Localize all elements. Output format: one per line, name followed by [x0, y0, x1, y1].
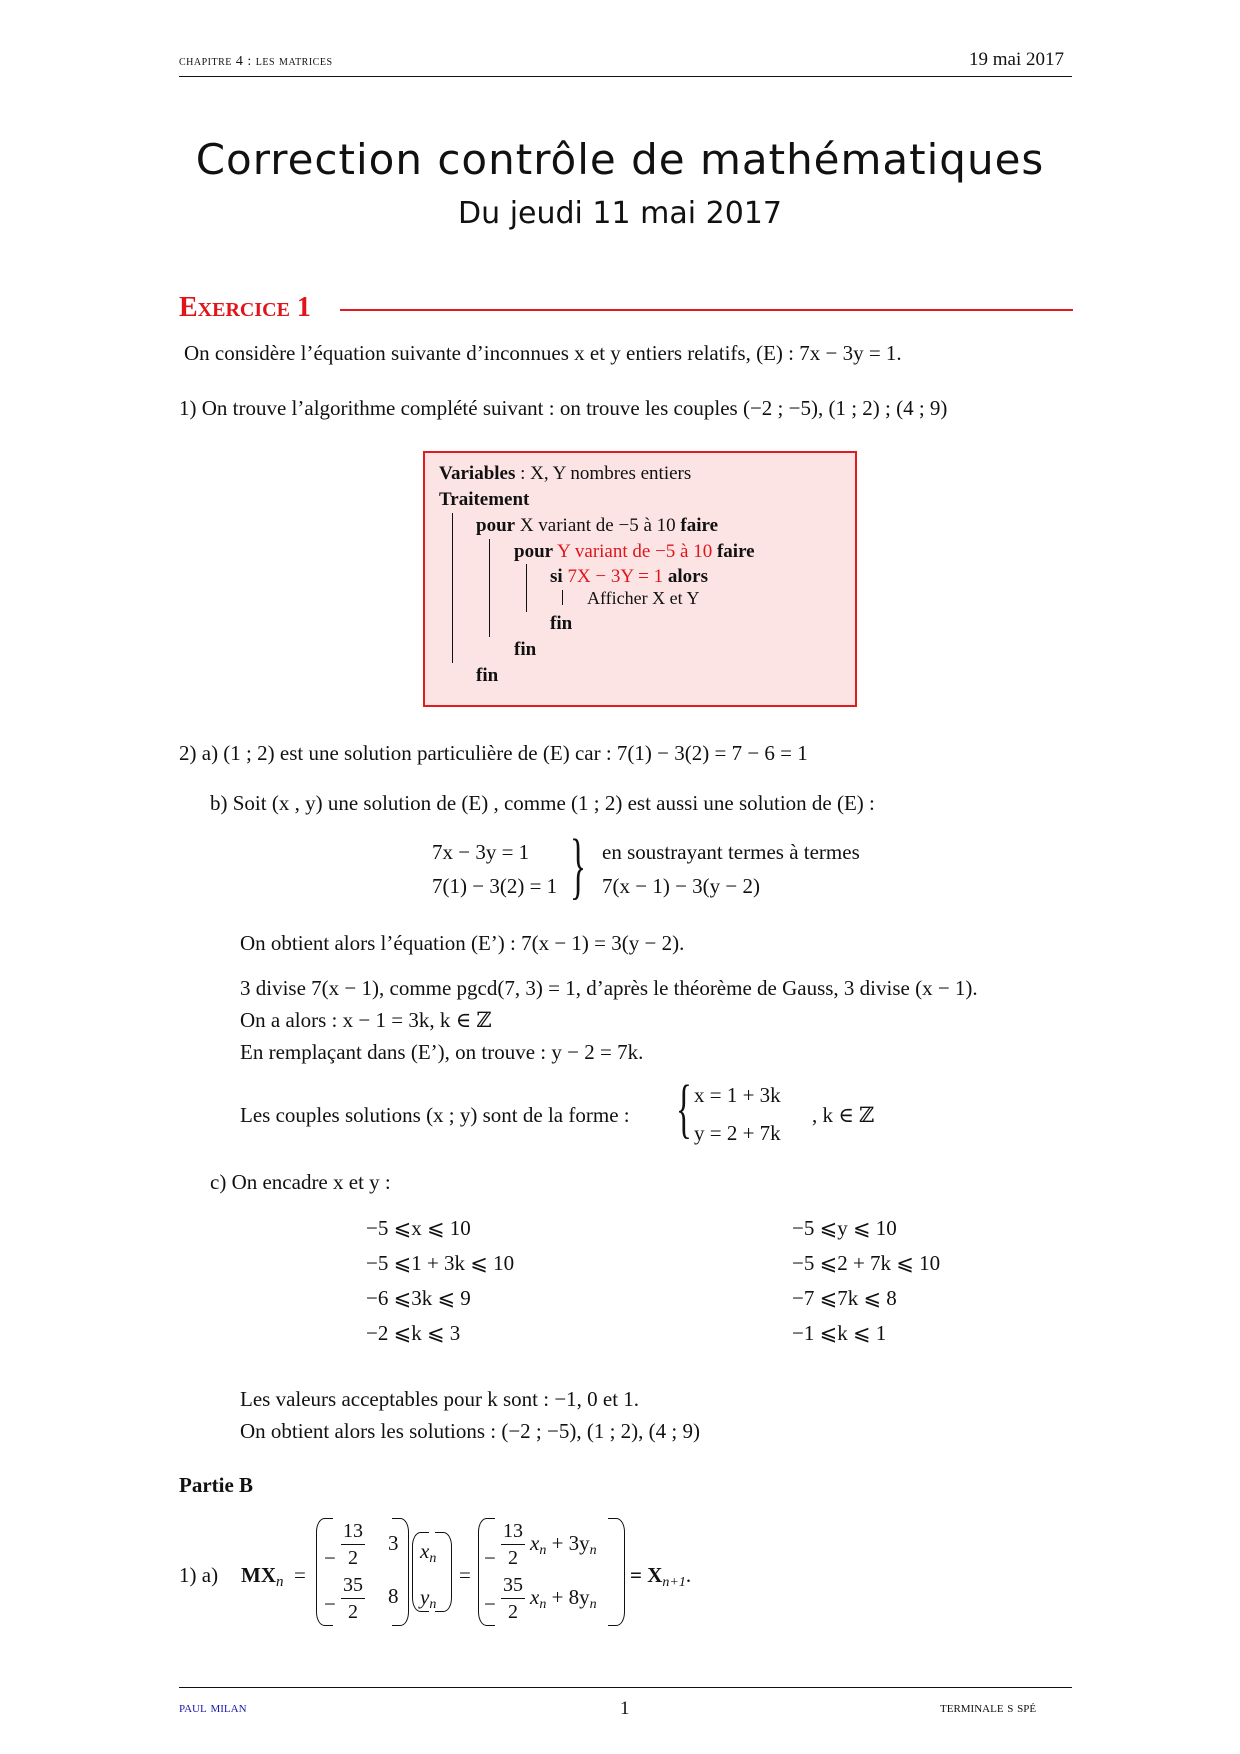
page-title: Correction contrôle de mathématiques: [195, 135, 1045, 184]
m21-fraction: [338, 1572, 368, 1625]
r2-fraction: [498, 1572, 528, 1625]
question-2b: b) Soit (x , y) une solution de (E) , comme (1 ; 2) est aussi une solution de (E) :: [210, 791, 875, 815]
solution-x: x = 1 + 3k: [694, 1083, 781, 1107]
xn-subscript: n: [429, 1551, 437, 1566]
footer-rule: [179, 1687, 1072, 1688]
m21-den: 2: [348, 1601, 358, 1623]
system-right-2: 7(x − 1) − 3(y − 2): [602, 874, 761, 898]
system-line-2: 7(1) − 3(2) = 1: [432, 874, 558, 898]
algo-bar-1: [452, 513, 453, 663]
matrix-m-right-paren: [392, 1518, 409, 1626]
exercise-heading: Exercice 1: [179, 292, 311, 323]
question-2a: 2) a) (1 ; 2) est une solution particulière de (E) car : 7(1) − 3(2) = 7 − 6 = 1: [179, 741, 808, 765]
r2-den: 2: [508, 1601, 518, 1623]
mx-subscript: n: [276, 1574, 284, 1590]
algo-pour1-kw: pour: [476, 515, 516, 536]
vector-yn: [420, 1585, 436, 1613]
equals-1: =: [294, 1563, 306, 1587]
enc-y-1: −5 ⩽y ⩽ 10: [792, 1216, 897, 1240]
enc-x-3: −6 ⩽3k ⩽ 9: [366, 1286, 471, 1310]
result-right-paren: [608, 1518, 625, 1626]
algo-fin-2: fin: [514, 639, 537, 660]
r2-minus: −: [484, 1592, 496, 1616]
algo-bar-3: [526, 564, 527, 612]
m11-den: 2: [348, 1547, 358, 1569]
algo-variables-rest: : X, Y nombres entiers: [515, 463, 692, 484]
yn-subscript: n: [429, 1597, 437, 1612]
exercise-rule: [340, 309, 1073, 311]
algo-fin-3: fin: [550, 613, 573, 634]
question-2c: c) On encadre x et y :: [210, 1170, 391, 1194]
r1-num: 13: [503, 1520, 523, 1542]
r1-den: 2: [508, 1547, 518, 1569]
m22: 8: [388, 1584, 399, 1608]
m21-num: 35: [343, 1574, 363, 1596]
footer-class: terminale s spé: [940, 1700, 1037, 1716]
k-in-z: , k ∈ ℤ: [812, 1103, 875, 1127]
r1-x-sub: n: [539, 1543, 547, 1558]
enc-y-4: −1 ⩽k ⩽ 1: [792, 1321, 887, 1345]
partie-b-heading: Partie B: [179, 1473, 254, 1497]
enc-x-1: −5 ⩽x ⩽ 10: [366, 1216, 471, 1240]
algo-faire-1: faire: [680, 515, 719, 536]
r1-rest: [530, 1531, 597, 1559]
couples-text: Les couples solutions (x ; y) sont de la forme :: [240, 1103, 630, 1127]
gauss-text: 3 divise 7(x − 1), comme pgcd(7, 3) = 1, d’après le théorème de Gauss, 3 divise (x − 1).: [240, 976, 978, 1000]
m11-minus: −: [324, 1546, 336, 1570]
m11-num: 13: [343, 1520, 363, 1542]
algo-pour2-kw: pour: [514, 541, 554, 562]
header-rule: [179, 76, 1072, 77]
right-brace-icon: }: [570, 825, 586, 907]
algo-variables-kw: Variables: [439, 463, 516, 484]
partie-b-1a-label: 1) a): [179, 1563, 219, 1587]
r2-x-sub: n: [539, 1597, 547, 1612]
left-brace-icon: {: [676, 1072, 692, 1145]
algo-pour2-rest: Y variant de −5 à 10: [553, 541, 713, 562]
mxn: [241, 1563, 284, 1591]
r2-rest: [530, 1585, 597, 1613]
algo-bar-4: [562, 590, 563, 605]
algo-bar-2: [489, 539, 490, 637]
page-subtitle: Du jeudi 11 mai 2017: [458, 196, 782, 231]
res-subscript: n+1: [662, 1575, 686, 1590]
algo-traitement: Traitement: [439, 489, 530, 510]
system-right-1: en soustrayant termes à termes: [602, 840, 860, 864]
algo-fin-1: fin: [476, 665, 499, 686]
algo-pour1-rest: X variant de −5 à 10: [515, 515, 681, 536]
enc-y-3: −7 ⩽7k ⩽ 8: [792, 1286, 897, 1310]
r2-plus: + 8y: [546, 1585, 590, 1609]
xn-symbol: x: [420, 1539, 430, 1563]
r1-y-sub: n: [589, 1543, 597, 1558]
m11-fraction: [338, 1518, 368, 1571]
r1-x: x: [530, 1531, 540, 1555]
algo-afficher: Afficher X et Y: [587, 588, 700, 608]
r2-num: 35: [503, 1574, 523, 1596]
yn-symbol: y: [420, 1585, 430, 1609]
on-a-alors: On a alors : x − 1 = 3k, k ∈ ℤ: [240, 1008, 492, 1032]
exercise-intro: On considère l’équation suivante d’inconnues x et y entiers relatifs, (E) : 7x − 3y = 1.: [184, 341, 902, 365]
vector-xn: [420, 1539, 436, 1567]
mx-symbol: MX: [241, 1563, 276, 1587]
algo-alors: alors: [667, 566, 708, 587]
solution-y: y = 2 + 7k: [694, 1121, 781, 1145]
r1-minus: −: [484, 1546, 496, 1570]
remplacant-text: En remplaçant dans (E’), on trouve : y − 2 = 7k.: [240, 1040, 644, 1064]
algo-faire-2: faire: [716, 541, 755, 562]
res-symbol: = X: [630, 1563, 663, 1587]
enc-y-2: −5 ⩽2 + 7k ⩽ 10: [792, 1251, 941, 1275]
footer-page: 1: [620, 1698, 630, 1719]
algo-si-kw: si: [550, 566, 563, 587]
vector-right-paren: [435, 1532, 452, 1612]
algorithm-box: [423, 451, 857, 707]
footer-author: paul milan: [179, 1700, 247, 1716]
res-dot: .: [685, 1563, 692, 1587]
m12: 3: [388, 1531, 399, 1555]
enc-x-4: −2 ⩽k ⩽ 3: [366, 1321, 461, 1345]
algo-si-cond: 7X − 3Y = 1: [562, 566, 668, 587]
r2-y-sub: n: [589, 1597, 597, 1612]
equation-e-prime: On obtient alors l’équation (E’) : 7(x − 1) = 3(y − 2).: [240, 931, 685, 955]
equals-2: =: [459, 1563, 471, 1587]
r2-x: x: [530, 1585, 540, 1609]
header-chapter: chapitre 4 : les matrices: [179, 54, 333, 69]
xn-plus-1: [630, 1563, 691, 1591]
header-date: 19 mai 2017: [969, 49, 1064, 70]
r1-plus: + 3y: [546, 1531, 590, 1555]
solutions-finales: On obtient alors les solutions : (−2 ; −5), (1 ; 2), (4 ; 9): [240, 1419, 700, 1443]
system-line-1: 7x − 3y = 1: [432, 840, 530, 864]
question-1: 1) On trouve l’algorithme complété suivant : on trouve les couples (−2 ; −5), (1 ; 2) ; (4 ; 9): [179, 396, 948, 420]
enc-x-2: −5 ⩽1 + 3k ⩽ 10: [366, 1251, 515, 1275]
valeurs-k: Les valeurs acceptables pour k sont : −1, 0 et 1.: [240, 1387, 640, 1411]
m21-minus: −: [324, 1592, 336, 1616]
r1-fraction: [498, 1518, 528, 1571]
